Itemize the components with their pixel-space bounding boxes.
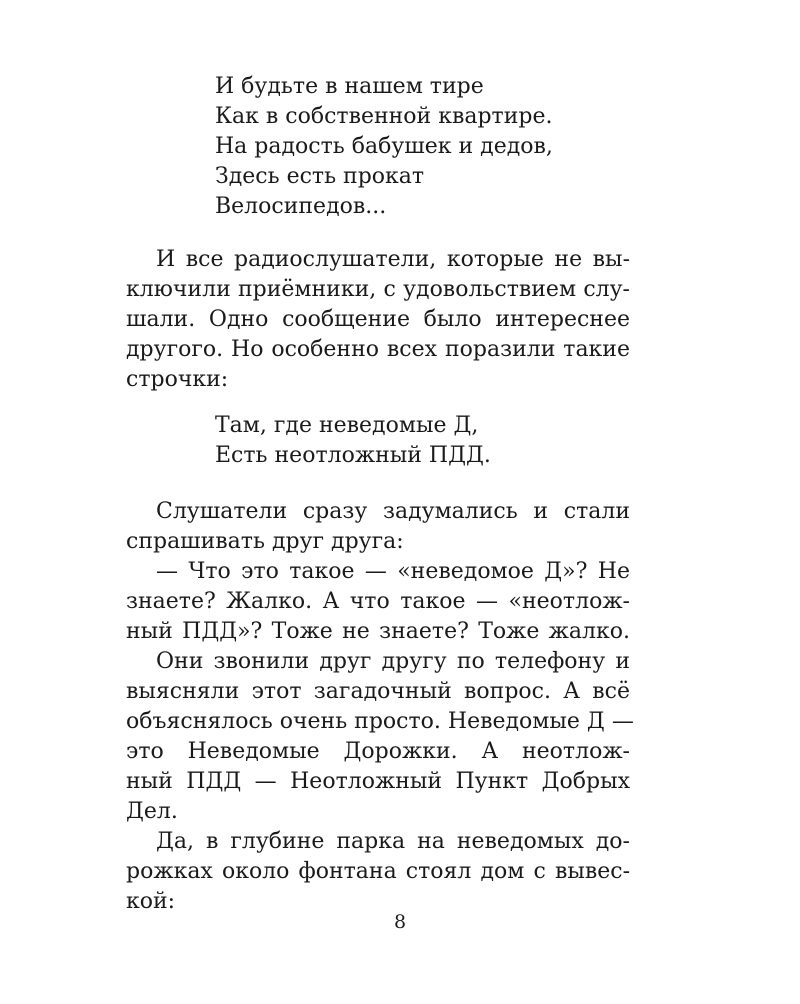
text-line: ключили приёмники, с удовольствием слу- xyxy=(126,277,630,302)
text-line: строчки: xyxy=(126,367,229,392)
text-line: другого. Но особенно всех поразили такие xyxy=(126,337,630,362)
text-line: шали. Одно сообщение было интереснее xyxy=(126,307,630,332)
verse-line: На радость бабушек и дедов, xyxy=(215,134,553,159)
verse-line: Как в собственной квартире. xyxy=(215,104,553,129)
verse-line: Велосипедов... xyxy=(215,194,387,219)
text-line: ный ПДД — Неотложный Пункт Добрых xyxy=(126,769,630,794)
text-line: И все радиослушатели, которые не вы- xyxy=(156,247,630,272)
text-line: это Неведомые Дорожки. А неотлож- xyxy=(126,739,630,764)
verse-line: И будьте в нашем тире xyxy=(215,74,484,99)
text-line: выясняли этот загадочный вопрос. А всё xyxy=(126,679,630,704)
page-number: 8 xyxy=(393,911,407,933)
text-line: — Что это такое — «неведомое Д»? Не xyxy=(156,559,630,584)
verse-line: Есть неотложный ПДД. xyxy=(215,443,491,468)
text-line: Да, в глубине парка на неведомых до- xyxy=(156,829,630,854)
paragraph-radio-listeners xyxy=(126,245,630,395)
verse-line: Здесь есть прокат xyxy=(215,164,425,189)
text-line: Слушатели сразу задумались и стали xyxy=(156,499,630,524)
text-line: спрашивать друг друга: xyxy=(126,529,404,554)
text-line: кой: xyxy=(126,889,176,914)
text-line: Они звонили друг другу по телефону и xyxy=(156,649,630,674)
text-line: ный ПДД»? Тоже не знаете? Тоже жалко. xyxy=(126,619,630,644)
paragraphs-block xyxy=(126,497,634,917)
verse-line: Там, где неведомые Д, xyxy=(215,413,479,438)
text-line: рожках около фонтана стоял дом с вывес- xyxy=(126,859,630,884)
text-line: Дел. xyxy=(126,799,178,824)
text-line: знаете? Жалко. А что такое — «неотлож- xyxy=(126,589,630,614)
poem-stanza-1 xyxy=(215,72,553,222)
poem-stanza-2 xyxy=(215,411,491,471)
text-line: объяснялось очень просто. Неведомые Д — xyxy=(126,709,634,734)
